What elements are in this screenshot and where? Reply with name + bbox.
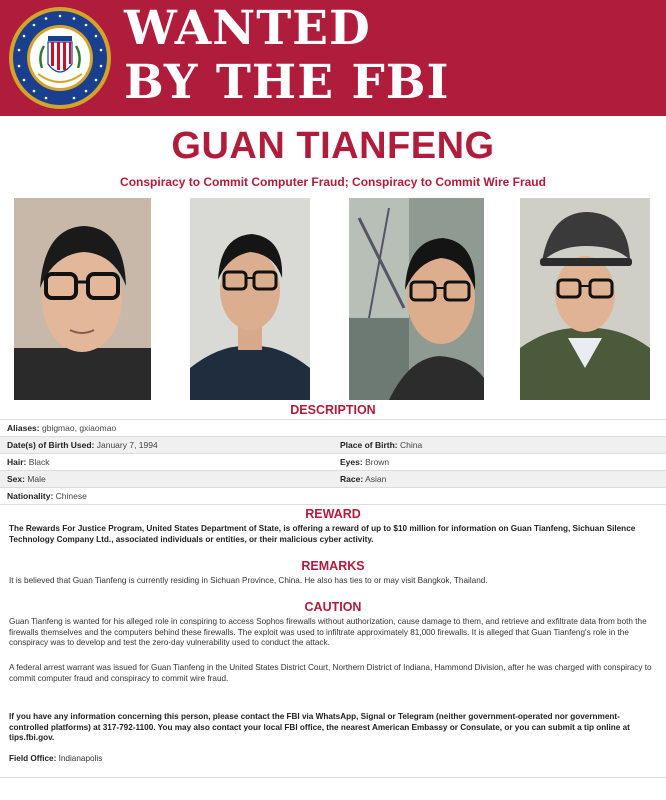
sex-label: Sex: [7, 474, 25, 484]
dob-value: January 7, 1994 [96, 440, 158, 450]
field-office [9, 754, 657, 765]
sex-value: Male [27, 474, 46, 484]
race-value: Asian [365, 474, 387, 484]
nationality-label: Nationality: [7, 491, 54, 501]
remarks-text: It is believed that Guan Tianfeng is currently residing in Sichuan Province, China. He also has ties to or may visit Bangkok, Thailand. [9, 576, 488, 585]
wanted-line-2: BY THE FBI [124, 55, 450, 110]
description-title: DESCRIPTION [290, 403, 376, 417]
description-row-hair-eyes [0, 454, 666, 471]
description-row-nationality [0, 488, 666, 505]
pob-value: China [400, 440, 423, 450]
footer-divider [0, 777, 666, 778]
wanted-line-1: WANTED [124, 1, 371, 56]
nationality-value: Chinese [55, 491, 87, 501]
aliases-value: gbigmao, gxiaomao [41, 423, 117, 433]
eyes-value: Brown [365, 457, 390, 467]
hair-value: Black [28, 457, 50, 467]
race-label: Race: [340, 474, 364, 484]
contact-text: If you have any information concerning this person, please contact the FBI via WhatsApp, Signal or Telegram (neither government-operated nor government-controlled platforms) at 317-792-1100. You may also contact your local FBI office, the nearest American Embassy or Consulate, or you can submit a tip online at tips.fbi.gov. [9, 712, 630, 742]
description-row-aliases [0, 420, 666, 437]
pob-label: Place of Birth: [340, 440, 398, 450]
caution-text-2: A federal arrest warrant was issued for Guan Tianfeng in the United States District Court, Northern District of Indiana, Hammond Division, after he was charged with conspiracy to commit computer fraud and conspiracy to commit wire fraud. [9, 663, 652, 683]
description-table [0, 419, 666, 505]
subject-charges: Conspiracy to Commit Computer Fraud; Conspiracy to Commit Wire Fraud [120, 175, 546, 189]
reward-text: The Rewards For Justice Program, United States Department of State, is offering a reward of up to $10 million for information on Guan Tianfeng, Sichuan Silence Technology Company Ltd., associated individuals or entities, or their malicious cyber activity. [9, 524, 636, 544]
aliases-label: Aliases: [7, 423, 40, 433]
field-office-label: Field Office: [9, 754, 57, 763]
subject-photo-3 [349, 198, 484, 400]
hair-label: Hair: [7, 457, 27, 467]
wanted-heading [124, 2, 449, 110]
caution-title: CAUTION [304, 600, 362, 614]
subject-photo-4 [520, 198, 650, 400]
subject-photo-1 [14, 198, 151, 400]
field-office-value: Indianapolis [58, 754, 103, 763]
remarks-title: REMARKS [301, 559, 365, 573]
subject-photo-2 [190, 198, 310, 400]
eyes-label: Eyes: [340, 457, 363, 467]
subject-name: GUAN TIANFENG [171, 125, 495, 167]
dob-label: Date(s) of Birth Used: [7, 440, 95, 450]
fbi-seal-icon [8, 6, 112, 110]
description-row-birth [0, 437, 666, 454]
wanted-header [0, 0, 666, 116]
reward-title: REWARD [305, 507, 361, 521]
description-row-sex-race [0, 471, 666, 488]
caution-text-1: Guan Tianfeng is wanted for his alleged role in conspiring to access Sophos firewalls without authorization, cause damage to them, and retrieve and exfiltrate data from both the firewalls themselves and the computers behind these firewalls. The exploit was used to infiltrate approximately 81,000 firewalls. It is alleged that Guan Tianfeng's role in the conspiracy was to develop and test the zero-day vulnerability used to conduct the attack. [9, 617, 647, 647]
